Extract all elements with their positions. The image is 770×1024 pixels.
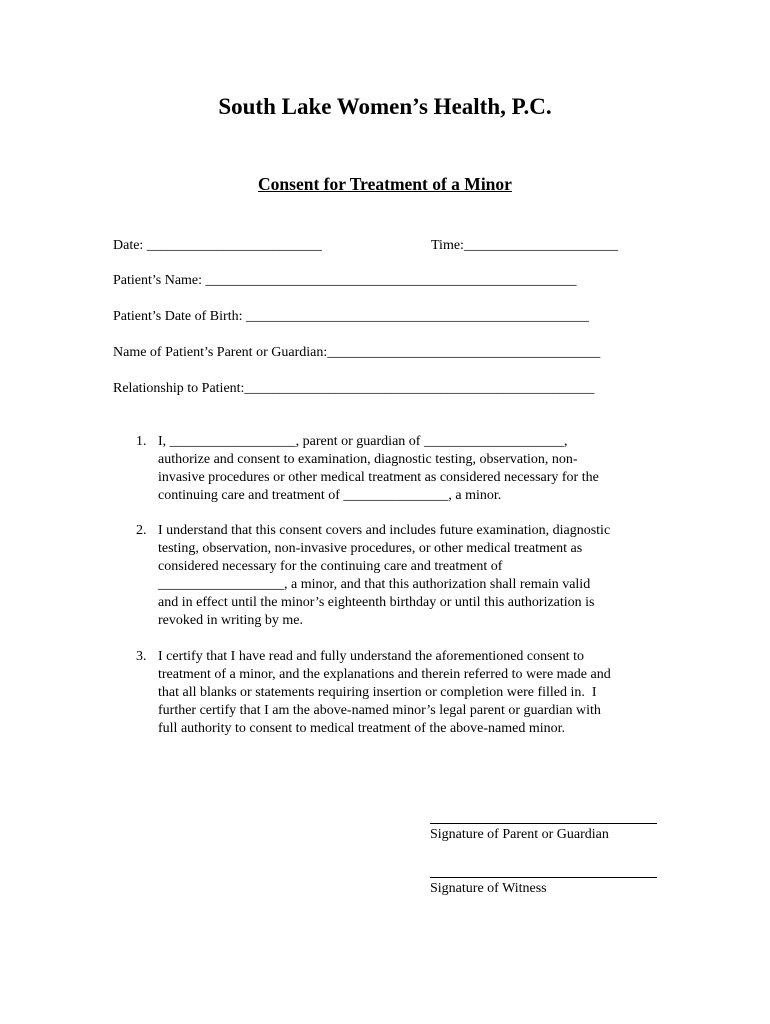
witness-signature-label: Signature of Witness <box>430 881 547 896</box>
item-3-line: further certify that I am the above-named minor’s legal parent or guardian with <box>158 703 601 718</box>
item-2-line: and in effect until the minor’s eighteenth birthday or until this authorization is <box>158 595 595 610</box>
item-1-line: continuing care and treatment of _______________, a minor. <box>158 488 502 503</box>
form-title: Consent for Treatment of a Minor <box>258 174 512 194</box>
item-2-line: testing, observation, non-invasive procedures, or other medical treatment as <box>158 541 583 556</box>
item-1-number: 1. <box>136 434 147 449</box>
item-1-text <box>158 433 599 505</box>
item-2-line: I understand that this consent covers and includes future examination, diagnostic <box>158 523 611 538</box>
patient-name-field[interactable]: Patient’s Name: _____________________________________________________ <box>113 273 577 288</box>
witness-signature-line[interactable] <box>430 877 657 878</box>
item-3-number: 3. <box>136 649 147 664</box>
item-3-line: I certify that I have read and fully understand the aforementioned consent to <box>158 649 585 664</box>
relationship-field[interactable]: Relationship to Patient:__________________________________________________ <box>113 381 595 396</box>
item-2-line: revoked in writing by me. <box>158 613 304 628</box>
time-field[interactable]: Time:______________________ <box>431 238 618 253</box>
parent-signature-line[interactable] <box>430 823 657 824</box>
patient-dob-field[interactable]: Patient’s Date of Birth: _________________________________________________ <box>113 309 589 324</box>
guardian-name-field[interactable]: Name of Patient’s Parent or Guardian:_______________________________________ <box>113 345 601 360</box>
item-3-text <box>158 648 611 738</box>
item-3-line: treatment of a minor, and the explanations and therein referred to were made and <box>158 667 611 682</box>
item-1-line: I, __________________, parent or guardian of ____________________, <box>158 434 568 449</box>
item-3-line: that all blanks or statements requiring insertion or completion were filled in. I <box>158 685 597 700</box>
item-2-number: 2. <box>136 523 147 538</box>
item-2-text <box>158 522 610 630</box>
item-2-line: considered necessary for the continuing care and treatment of <box>158 559 503 574</box>
item-1-line: invasive procedures or other medical treatment as considered necessary for the <box>158 470 599 485</box>
date-field[interactable]: Date: _________________________ <box>113 238 322 253</box>
item-2-line: __________________, a minor, and that this authorization shall remain valid <box>158 577 591 592</box>
item-3-line: full authority to consent to medical treatment of the above-named minor. <box>158 721 566 736</box>
item-1-line: authorize and consent to examination, diagnostic testing, observation, non- <box>158 452 578 467</box>
practice-name: South Lake Women’s Health, P.C. <box>218 94 552 119</box>
parent-signature-label: Signature of Parent or Guardian <box>430 827 609 842</box>
